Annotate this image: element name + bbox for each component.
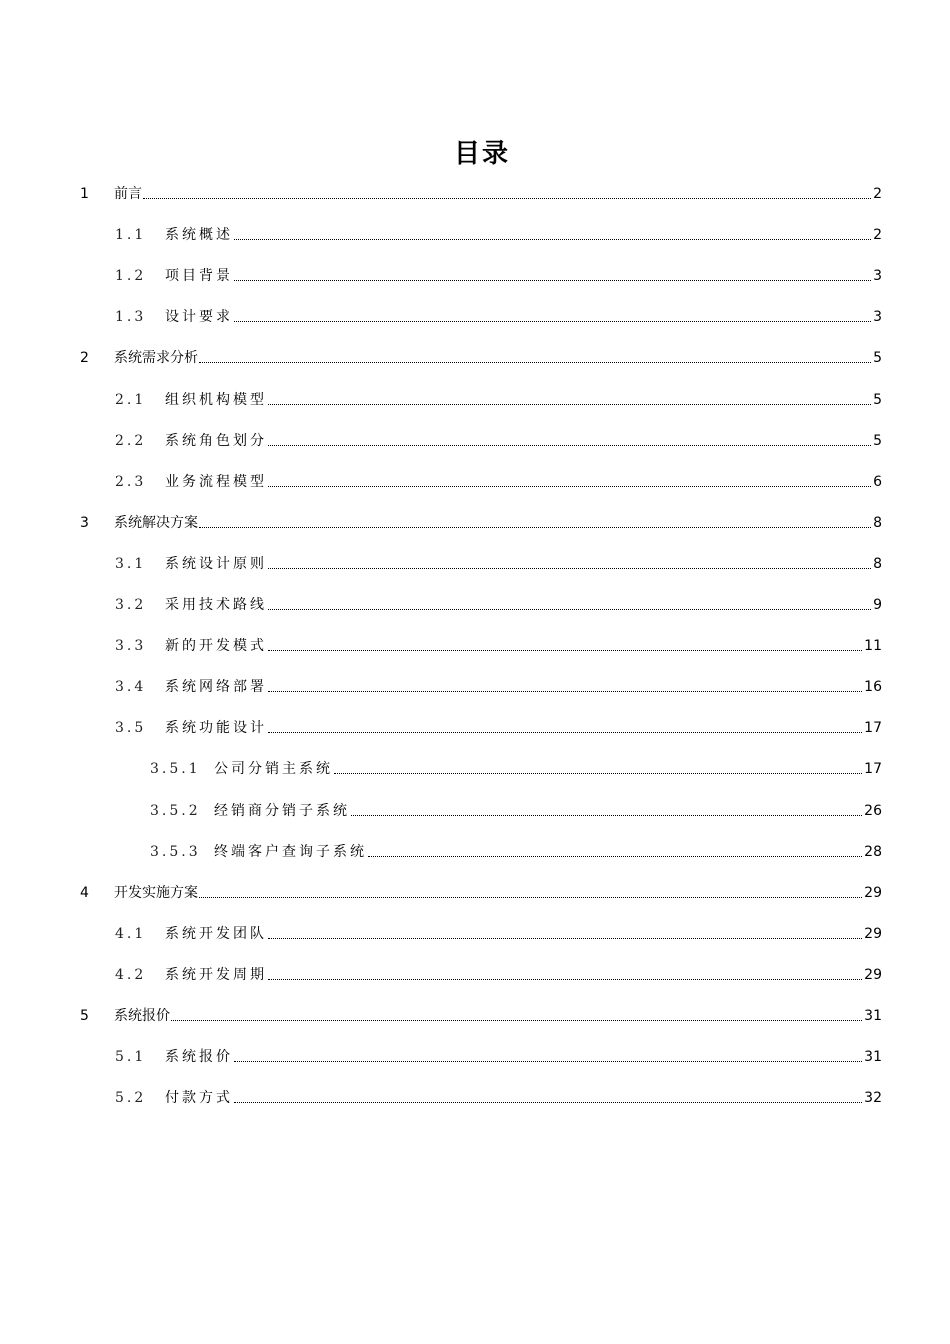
toc-entry-title: 前言 — [114, 186, 142, 202]
toc-dot-leader — [268, 486, 871, 487]
toc-entry-page-number: 5 — [873, 391, 882, 408]
toc-entry-page-number: 31 — [864, 1008, 882, 1024]
toc-entry[interactable] — [115, 674, 882, 696]
toc-entry[interactable] — [115, 304, 882, 326]
toc-dot-leader — [268, 404, 871, 405]
toc-entry-number: 3.4 — [115, 679, 147, 696]
toc-entry-title: 系统功能设计 — [165, 720, 267, 737]
toc-dot-leader — [268, 691, 862, 692]
toc-dot-leader — [334, 773, 862, 774]
toc-entry-title: 开发实施方案 — [114, 884, 198, 901]
toc-entry-title: 经销商分销子系统 — [214, 802, 350, 819]
toc-entry-page-number: 8 — [873, 555, 882, 572]
toc-entry-page-number: 9 — [873, 597, 882, 613]
toc-entry-title: 系统需求分析 — [114, 350, 198, 367]
toc-entry-number: 2.1 — [115, 391, 147, 408]
toc-entry-number: 3.3 — [115, 638, 147, 655]
toc-entry-page-number: 6 — [873, 473, 882, 490]
toc-entry-number: 1 — [80, 186, 89, 202]
toc-entry-title: 系统解决方案 — [114, 514, 198, 531]
toc-entry-number: 4.1 — [115, 925, 147, 942]
toc-dot-leader — [268, 732, 862, 733]
toc-dot-leader — [368, 856, 862, 857]
toc-entry-page-number: 29 — [864, 884, 882, 901]
toc-entry-title: 付款方式 — [165, 1090, 233, 1107]
toc-dot-leader — [268, 650, 862, 651]
toc-entry-page-number: 8 — [873, 514, 882, 531]
toc-entry-number: 5.1 — [115, 1049, 147, 1066]
toc-dot-leader — [234, 321, 871, 322]
toc-entry-number: 4.2 — [115, 966, 147, 983]
toc-entry-title: 系统开发团队 — [165, 925, 267, 942]
toc-entry-number: 1.3 — [115, 309, 147, 326]
toc-entry-title: 系统角色划分 — [165, 432, 267, 449]
toc-entry-number: 3.1 — [115, 555, 147, 572]
toc-entry-number: 5.2 — [115, 1090, 147, 1107]
toc-entry-number: 3.5.2 — [150, 802, 201, 819]
toc-entry-title: 系统报价 — [114, 1008, 170, 1024]
toc-entry[interactable] — [115, 921, 882, 943]
toc-entry[interactable] — [150, 798, 882, 820]
toc-entry-title: 系统设计原则 — [165, 555, 267, 572]
toc-dot-leader — [268, 568, 871, 569]
toc-dot-leader — [268, 979, 862, 980]
toc-entry-page-number: 28 — [864, 843, 882, 860]
toc-entry-title: 项目背景 — [165, 268, 233, 285]
toc-entry-number: 3.2 — [115, 597, 147, 613]
toc-entry[interactable] — [115, 592, 882, 614]
toc-entry[interactable] — [80, 181, 882, 203]
toc-entry[interactable] — [115, 222, 882, 244]
toc-dot-leader — [199, 897, 862, 898]
toc-dot-leader — [143, 198, 871, 199]
toc-dot-leader — [199, 362, 871, 363]
toc-entry[interactable] — [115, 962, 882, 984]
toc-entry-title: 采用技术路线 — [165, 597, 267, 613]
toc-entry-title: 终端客户查询子系统 — [214, 843, 367, 860]
toc-entry[interactable] — [150, 756, 882, 778]
toc-entry[interactable] — [115, 387, 882, 409]
toc-entry-page-number: 17 — [864, 720, 882, 737]
toc-entry-title: 公司分销主系统 — [214, 761, 333, 778]
toc-entry-number: 3.5.1 — [150, 761, 201, 778]
toc-entry[interactable] — [115, 469, 882, 491]
toc-entry-number: 2 — [80, 350, 89, 367]
toc-entry[interactable] — [80, 345, 882, 367]
toc-entry[interactable] — [80, 880, 882, 902]
toc-dot-leader — [234, 1061, 862, 1062]
toc-entry-number: 5 — [80, 1008, 89, 1024]
toc-entry[interactable] — [115, 1085, 882, 1107]
toc-entry-number: 1.1 — [115, 227, 147, 244]
toc-entry[interactable] — [115, 633, 882, 655]
toc-entry-page-number: 11 — [864, 638, 882, 655]
toc-entry-number: 4 — [80, 884, 89, 901]
toc-entry-number: 3.5 — [115, 720, 147, 737]
toc-entry[interactable] — [80, 510, 882, 532]
toc-entry-title: 业务流程模型 — [165, 473, 267, 490]
toc-dot-leader — [171, 1020, 862, 1021]
toc-dot-leader — [234, 239, 871, 240]
toc-entry-title: 新的开发模式 — [165, 638, 267, 655]
toc-entry[interactable] — [115, 551, 882, 573]
toc-entry-page-number: 29 — [864, 925, 882, 942]
toc-dot-leader — [351, 815, 862, 816]
toc-entry[interactable] — [80, 1003, 882, 1025]
toc-entry-page-number: 5 — [873, 432, 882, 449]
toc-entry-title: 系统概述 — [165, 227, 233, 244]
toc-entry-page-number: 29 — [864, 966, 882, 983]
toc-entry[interactable] — [115, 428, 882, 450]
toc-entry-page-number: 31 — [864, 1049, 882, 1066]
toc-entry-number: 2.2 — [115, 432, 147, 449]
toc-entry-page-number: 2 — [873, 186, 882, 202]
toc-dot-leader — [268, 445, 871, 446]
toc-dot-leader — [268, 609, 871, 610]
toc-entry[interactable] — [115, 263, 882, 285]
toc-entry-title: 组织机构模型 — [165, 391, 267, 408]
toc-entry[interactable] — [115, 715, 882, 737]
toc-dot-leader — [234, 280, 871, 281]
toc-entry-page-number: 2 — [873, 227, 882, 244]
toc-entry-title: 系统报价 — [165, 1049, 233, 1066]
toc-entry-title: 系统开发周期 — [165, 966, 267, 983]
toc-title: 目录 — [453, 139, 510, 169]
toc-entry[interactable] — [115, 1044, 882, 1066]
toc-dot-leader — [268, 938, 862, 939]
toc-entry-page-number: 16 — [864, 679, 882, 696]
toc-dot-leader — [199, 527, 871, 528]
toc-entry-page-number: 5 — [873, 350, 882, 367]
toc-entry-number: 3 — [80, 514, 89, 531]
toc-entry-title: 系统网络部署 — [165, 679, 267, 696]
toc-entry-number: 3.5.3 — [150, 843, 201, 860]
toc-entry-number: 2.3 — [115, 473, 147, 490]
toc-entry-page-number: 3 — [873, 309, 882, 326]
toc-dot-leader — [234, 1102, 862, 1103]
toc-entry-page-number: 26 — [864, 802, 882, 819]
toc-entry-page-number: 17 — [864, 761, 882, 778]
toc-entry[interactable] — [150, 839, 882, 861]
toc-entry-title: 设计要求 — [165, 309, 233, 326]
toc-entry-number: 1.2 — [115, 268, 147, 285]
toc-entry-page-number: 3 — [873, 268, 882, 285]
toc-entry-page-number: 32 — [864, 1090, 882, 1107]
